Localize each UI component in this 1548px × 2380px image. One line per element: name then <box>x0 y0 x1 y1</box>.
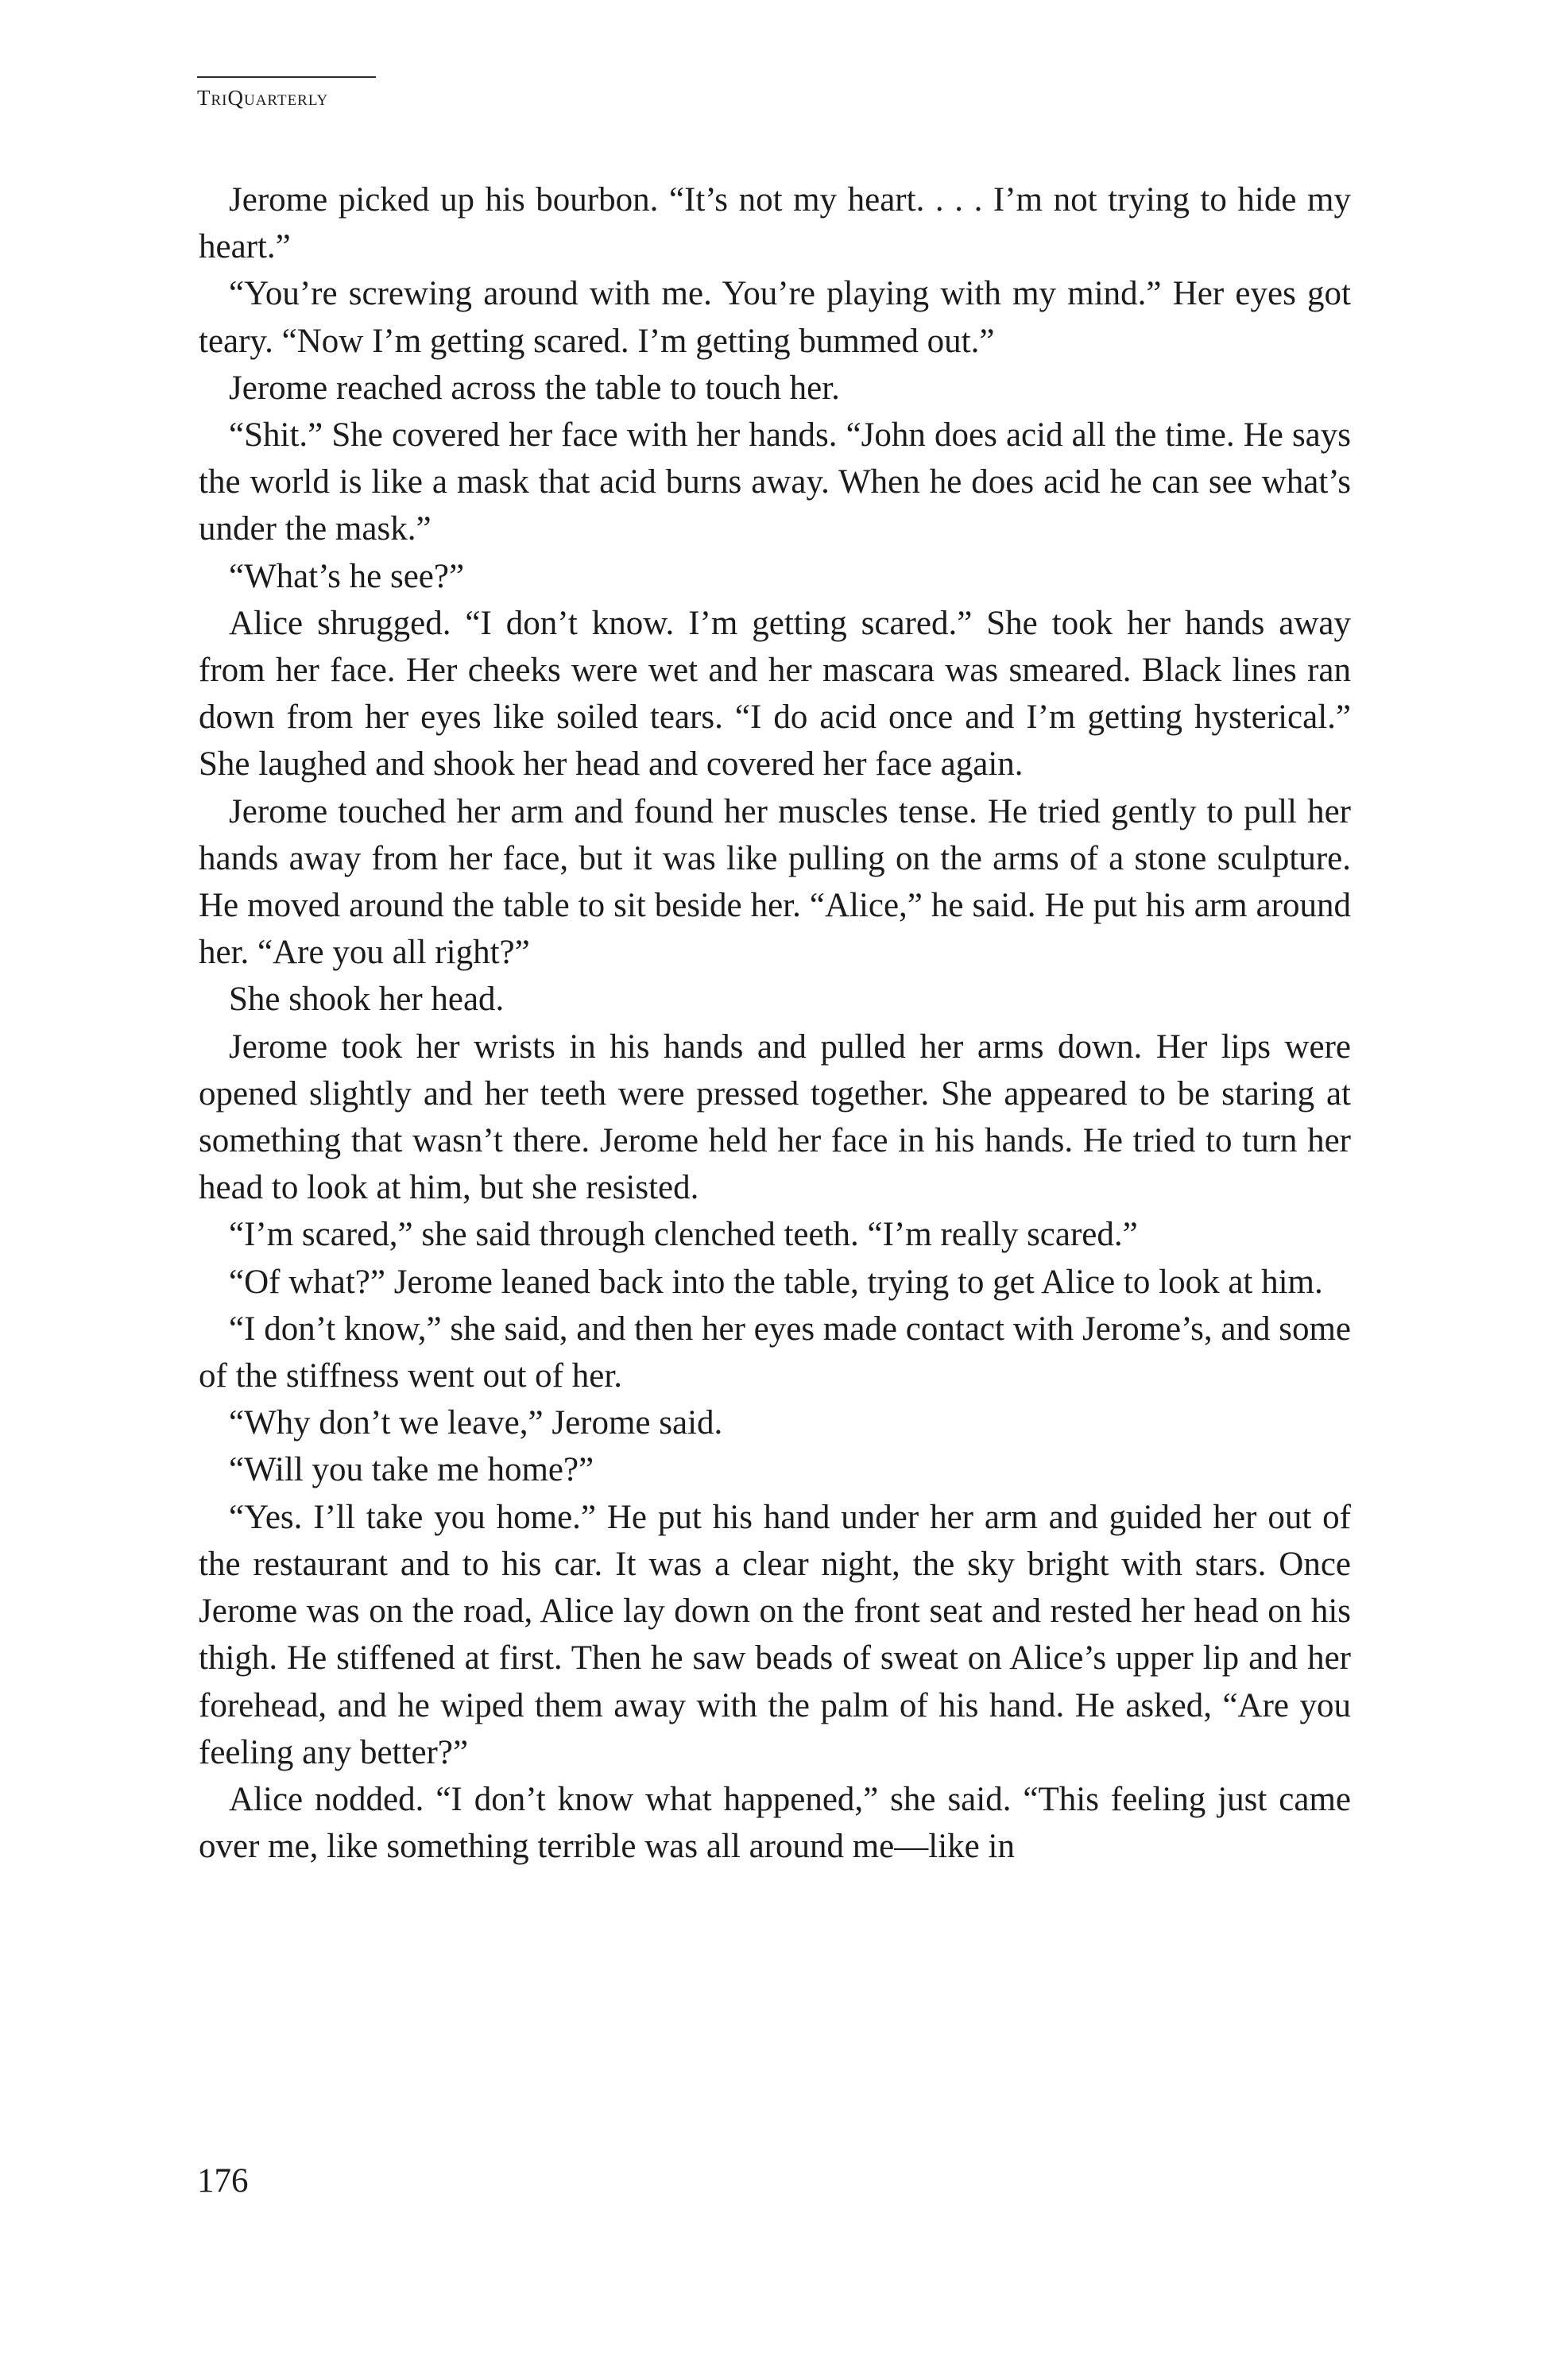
paragraph: “I’m scared,” she said through clenched teeth. “I’m really scared.” <box>229 1216 1138 1254</box>
paragraph: Alice shrugged. “I don’t know. I’m getting scared.” She took her hands away from her face. Her cheeks were wet and her mascara was smeared. Black lines ran down from her eyes like soiled tears. “I do acid once and I’m getting hysterical.” She laughed and shook her head and covered her face again. <box>199 604 1351 784</box>
paragraph: “Will you take me home?” <box>229 1451 594 1489</box>
page-number: 176 <box>197 2162 249 2200</box>
paragraph: “Shit.” She covered her face with her hands. “John does acid all the time. He says the world is like a mask that acid burns away. When he does acid he can see what’s under the mask.” <box>199 416 1351 548</box>
paragraph: She shook her head. <box>229 981 505 1019</box>
paragraph: “Why don’t we leave,” Jerome said. <box>229 1404 723 1442</box>
journal-title: TriQuarterly <box>197 86 329 110</box>
paragraph: “You’re screwing around with me. You’re playing with my mind.” Her eyes got teary. “Now I’m getting scared. I’m getting bummed out.” <box>199 275 1351 360</box>
paragraph: “What’s he see?” <box>229 557 465 595</box>
paragraph: “Yes. I’ll take you home.” He put his hand under her arm and guided her out of the restaurant and to his car. It was a clear night, the sky bright with stars. Once Jerome was on the road, Alice lay down on the front seat and rested her head on his thigh. He stiffened at first. Then he saw beads of sweat on Alice’s upper lip and her forehead, and he wiped them away with the palm of his hand. He asked, “Are you feeling any better?” <box>199 1498 1351 1771</box>
paragraph: Jerome picked up his bourbon. “It’s not my heart. . . . I’m not trying to hide my heart.” <box>199 181 1351 266</box>
paragraph: Jerome touched her arm and found her muscles tense. He tried gently to pull her hands away from her face, but it was like pulling on the arms of a stone sculpture. He moved around the table to sit beside her. “Alice,” he said. He put his arm around her. “Are you all right?” <box>199 792 1351 972</box>
body-text <box>199 176 1351 1870</box>
running-head <box>197 76 376 110</box>
paragraph: Jerome reached across the table to touch her. <box>229 369 840 407</box>
paragraph: “Of what?” Jerome leaned back into the table, trying to get Alice to look at him. <box>229 1263 1323 1301</box>
paragraph: “I don’t know,” she said, and then her eyes made contact with Jerome’s, and some of the stiffness went out of her. <box>199 1310 1351 1395</box>
paragraph: Jerome took her wrists in his hands and pulled her arms down. Her lips were opened slightly and her teeth were pressed together. She appeared to be staring at something that wasn’t there. Jerome held her face in his hands. He tried to turn her head to look at him, but she resisted. <box>199 1027 1351 1207</box>
header-rule <box>197 76 376 78</box>
paragraph: Alice nodded. “I don’t know what happened,” she said. “This feeling just came over me, like something terrible was all around me—like in <box>199 1780 1351 1866</box>
